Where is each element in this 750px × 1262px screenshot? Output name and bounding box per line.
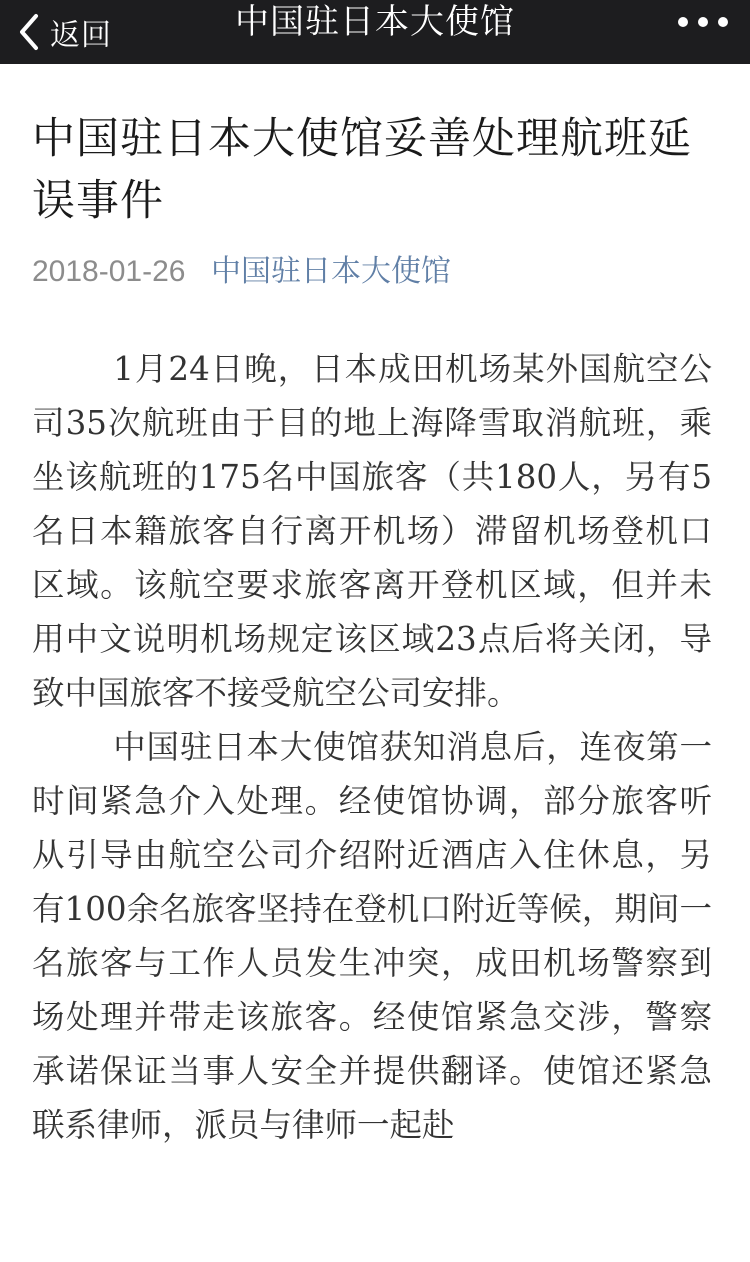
article-paragraph: 中国驻日本大使馆获知消息后，连夜第一时间紧急介入处理。经使馆协调，部分旅客听从引导由航空公司介绍附近酒店入住休息，另有100余名旅客坚持在登机口附近等候，期间一名旅客与工作人员发生冲突，成田机场警察到场处理并带走该旅客。经使馆紧急交涉，警察承诺保证当事人安全并提供翻译。使馆还紧急联系律师，派员与律师一起赴 <box>32 728 712 1144</box>
more-horizontal-icon <box>698 17 708 27</box>
more-horizontal-icon <box>718 17 728 27</box>
article <box>32 108 722 1152</box>
top-navbar <box>0 0 750 64</box>
account-name-link[interactable]: 中国驻日本大使馆 <box>211 254 452 289</box>
nav-title: 中国驻日本大使馆 <box>235 2 515 42</box>
publish-date: 2018-01-26 <box>32 255 186 288</box>
article-meta <box>32 252 722 292</box>
more-button[interactable] <box>678 12 728 32</box>
article-content <box>32 342 712 1152</box>
back-button[interactable] <box>0 0 130 64</box>
article-paragraph: 1月24日晚，日本成田机场某外国航空公司35次航班由于目的地上海降雪取消航班，乘坐该航班的175名中国旅客（共180人，另有5名日本籍旅客自行离开机场）滞留机场登机口区域。该航空要求旅客离开登机区域，但并未用中文说明机场规定该区域23点后将关闭，导致中国旅客不接受航空公司安排。 <box>32 350 712 712</box>
back-label: 返回 <box>50 18 112 53</box>
more-horizontal-icon <box>678 17 688 27</box>
chevron-left-icon <box>14 10 44 54</box>
article-title: 中国驻日本大使馆妥善处理航班延误事件 <box>32 114 692 226</box>
